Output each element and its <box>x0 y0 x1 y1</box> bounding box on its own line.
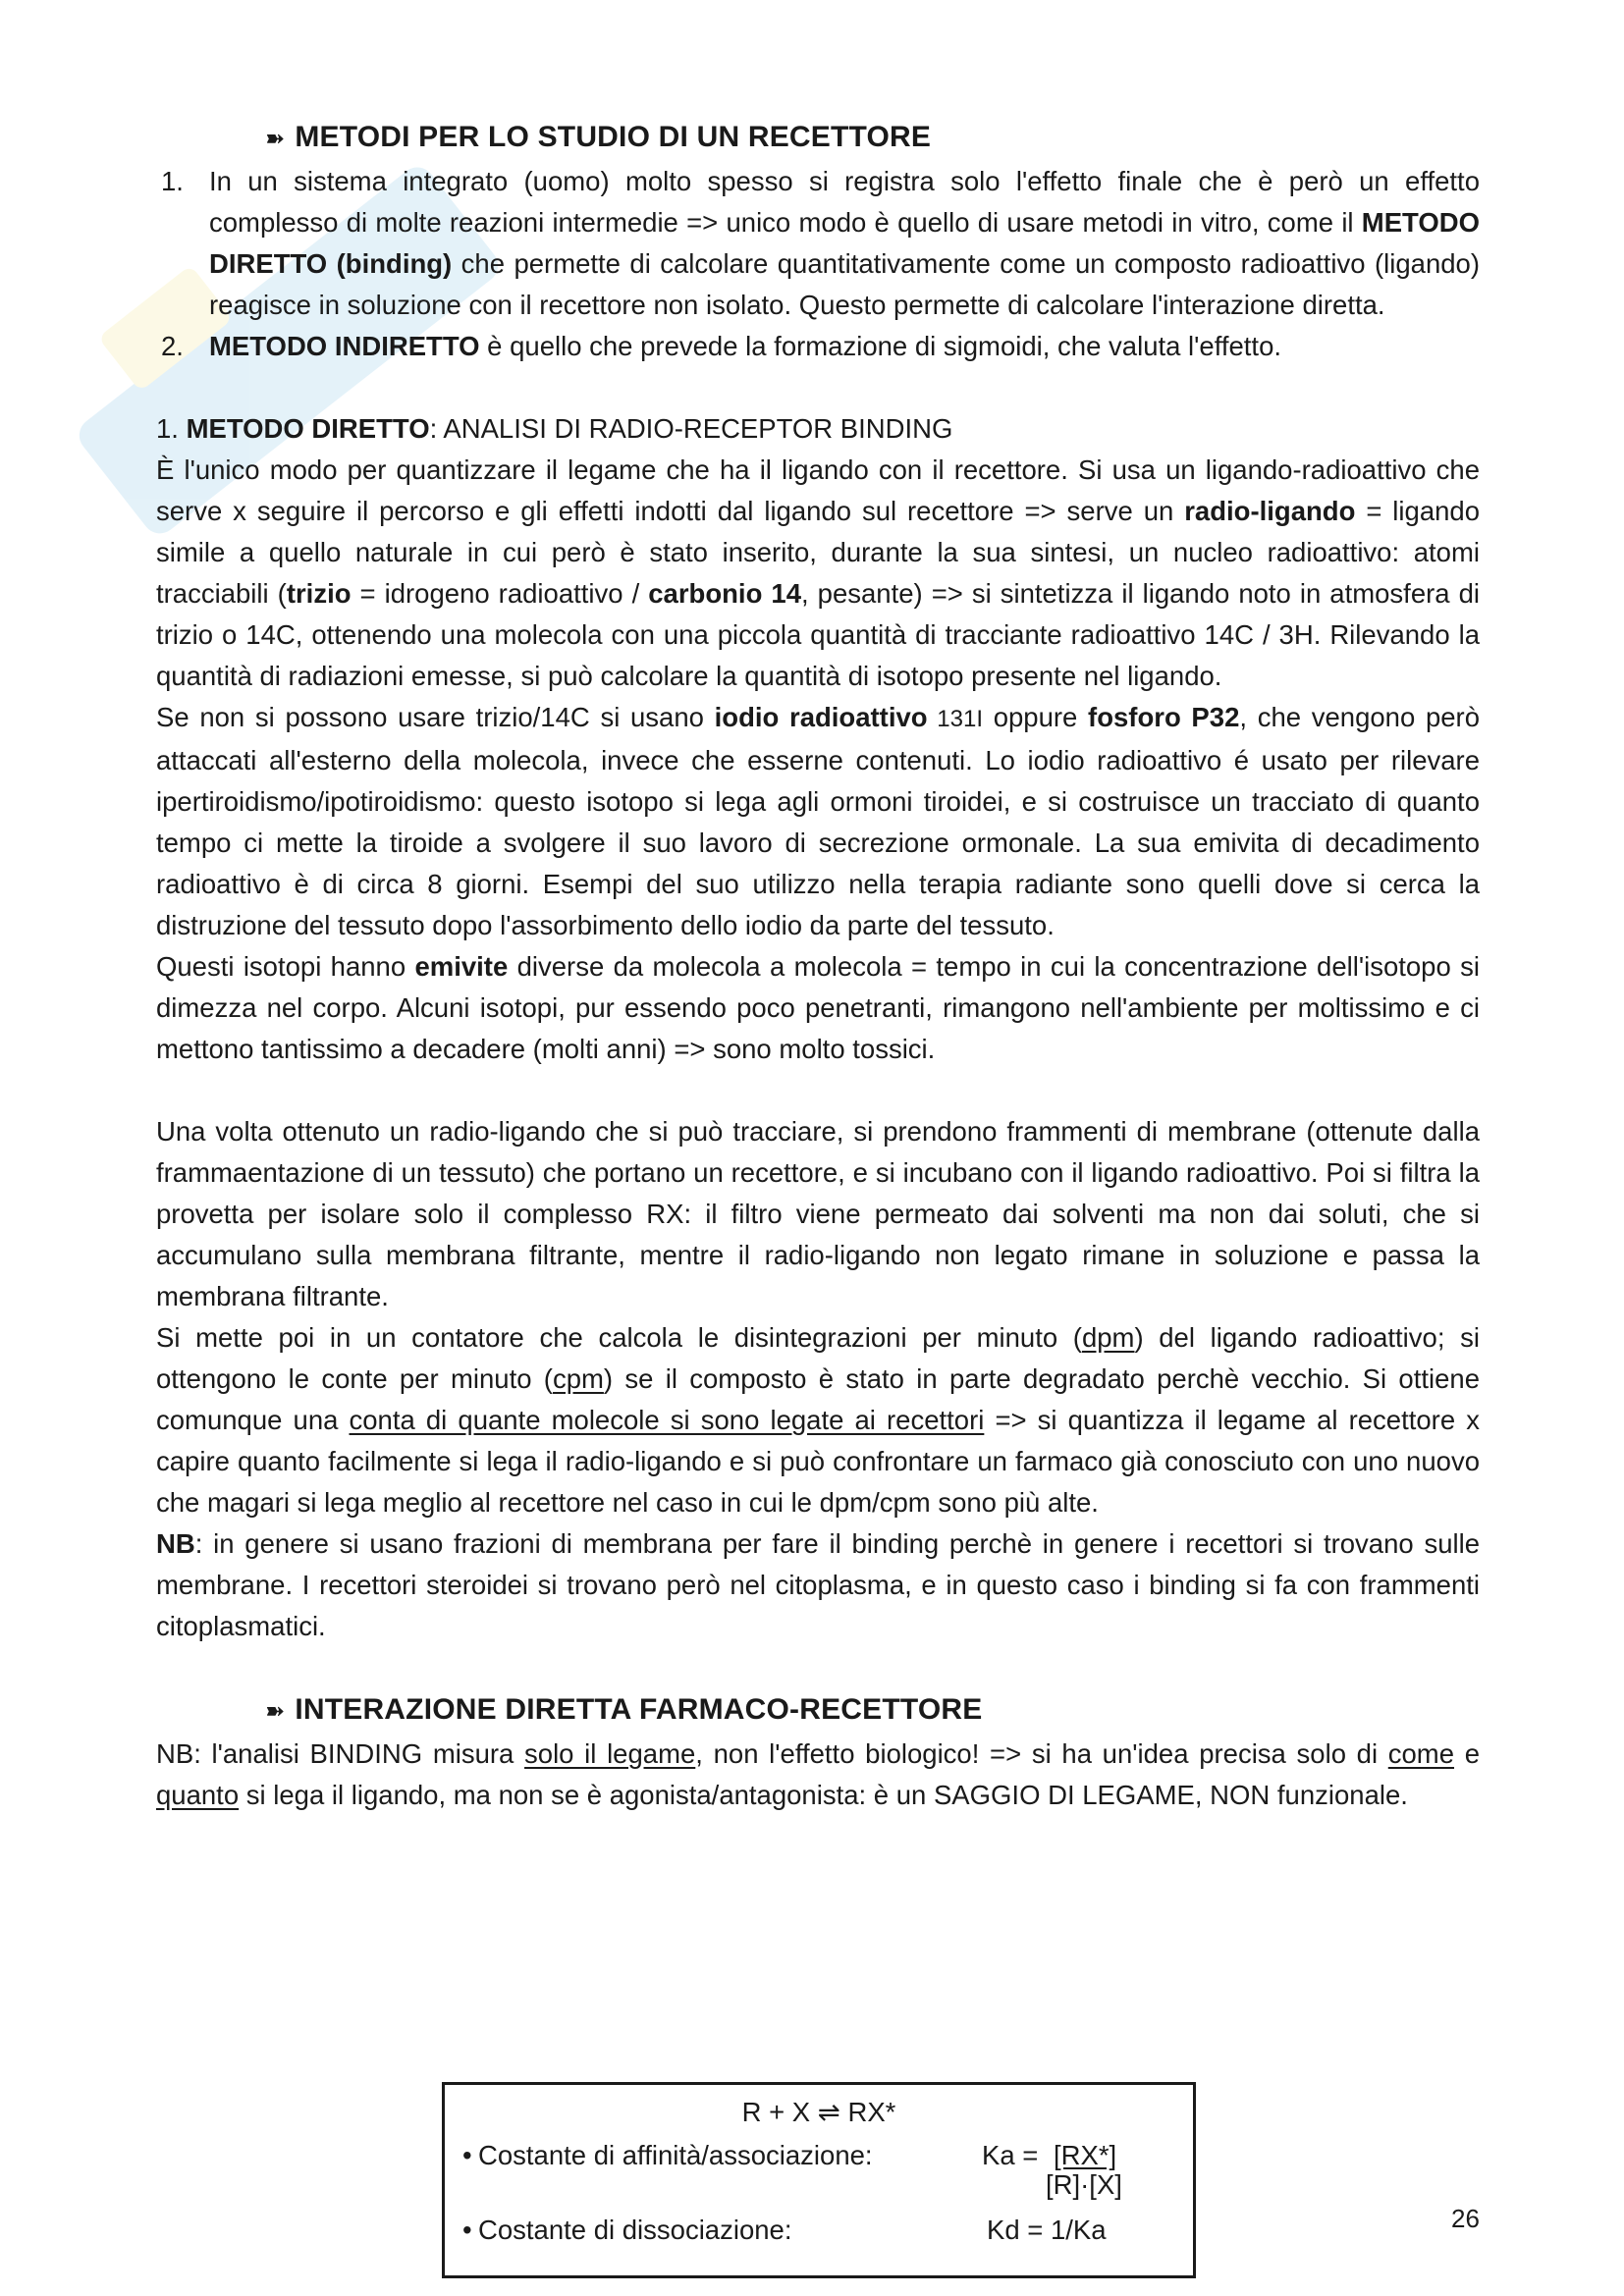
paragraph: NB: l'analisi BINDING misura solo il legame, non l'effetto biologico! => si ha un'idea precisa solo di come e quanto si lega il ligando, ma non se è agonista/antagonista: è un SAGGIO DI LEGAME, NON funzionale. <box>156 1738 1480 1810</box>
kd-expression: Kd = 1/Ka <box>987 2215 1107 2245</box>
paragraph: Si mette poi in un contatore che calcola le disintegrazioni per minuto (dpm) del ligando radioattivo; si ottengono le conte per minuto (cpm) se il composto è stato in parte degradato perchè vecchio. Si ottiene comunque una conta di quante molecole si sono legate ai recettori => si quantizza il legame al recettore x capire quanto facilmente si lega il radio-ligando e si può confrontare un farmaco già conosciuto con uno nuovo che magari si lega meglio al recettore nel caso in cui le dpm/cpm sono più alte. <box>156 1322 1481 1518</box>
paragraph: Se non si possono usare trizio/14C si usano iodio radioattivo 131I oppure fosforo P32, che vengono però attaccati all'esterno della molecola, invece che esserne contenuti. Lo iodio radioattivo é usato per rilevare ipertiroidismo/ipotiroidismo: questo isotopo si lega agli ormoni tiroidei, e si costruisce un tracciato di quanto tempo ci mette la tiroide a svolgere il suo lavoro di secrezione ormonale. La sua emivita di decadimento radioattivo è di circa 8 giorni. Esempi del suo utilizzo nella terapia radiante sono quelli dove si cerca la distruzione del tessuto dopo l'assorbimento dello iodio da parte del tessuto. <box>156 702 1480 940</box>
equilibrium-equation: R + X ⇌ RX* <box>741 2097 896 2127</box>
page-content <box>156 116 1480 1816</box>
ka-label: Costante di affinità/associazione: <box>478 2140 873 2170</box>
bullet-icon: • <box>462 2215 472 2245</box>
ka-numerator: [RX*] <box>1054 2140 1117 2170</box>
arrow-bullet-icon: ➽ <box>265 126 286 152</box>
paragraph: Una volta ottenuto un radio-ligando che si può tracciare, si prendono frammenti di membrane (ottenute dalla frammaentazione di un tessuto) che portano un recettore, e si incubano con il ligando radioattivo. Poi si filtra la provetta per isolare solo il complesso RX: il filtro viene permeato dai solventi ma non dai soluti, che si accumulano sulla membrana filtrante, mentre il radio-ligando non legato rimane in soluzione e passa la membrana filtrante. <box>156 1116 1480 1311</box>
kd-label: Costante di dissociazione: <box>478 2215 792 2245</box>
paragraph: NB: in genere si usano frazioni di membrana per fare il binding perchè in genere i recettori si trovano sulle membrane. I recettori steroidei si trovano però nel citoplasma, e in questo caso i binding si fa con frammenti citoplasmatici. <box>156 1528 1480 1641</box>
list-item: 2. METODO INDIRETTO è quello che prevede la formazione di sigmoidi, che valuta l'effetto. <box>161 331 1282 361</box>
arrow-bullet-icon: ➽ <box>265 1698 286 1725</box>
section-title-metodi: ➽ METODI PER LO STUDIO DI UN RECETTORE <box>265 121 932 153</box>
ka-denominator: [R]·[X] <box>1046 2169 1122 2200</box>
formula-box <box>442 2082 1196 2278</box>
paragraph: È l'unico modo per quantizzare il legame che ha il ligando con il recettore. Si usa un ligando-radioattivo che serve x seguire il percorso e gli effetti indotti dal ligando sul recettore => serve un radio-ligando = ligando simile a quello naturale in cui però è stato inserito, durante la sua sintesi, un nucleo radioattivo: atomi tracciabili (trizio = idrogeno radioattivo / carbonio 14, pesante) => si sintetizza il ligando noto in atmosfera di trizio o 14C, ottenendo una molecola con una piccola quantità di tracciante radioattivo 14C / 3H. Rilevando la quantità di radiazioni emesse, si può calcolare la quantità di isotopo presente nel ligando. <box>156 454 1480 691</box>
subsection-heading-direct: 1. METODO DIRETTO: ANALISI DI RADIO-RECEPTOR BINDING <box>156 413 953 444</box>
bullet-icon: • <box>462 2140 472 2170</box>
section-title-interazione: ➽ INTERAZIONE DIRETTA FARMACO-RECETTORE <box>265 1693 983 1726</box>
page-number: 26 <box>1451 2204 1480 2233</box>
methods-list <box>156 161 1480 367</box>
list-item: 1. In un sistema integrato (uomo) molto spesso si registra solo l'effetto finale che è però un effetto complesso di molte reazioni intermedie => unico modo è quello di usare metodi in vitro, come il METODO DIRETTO (binding) che permette di calcolare quantitativamente come un composto radioattivo (ligando) reagisce in soluzione con il recettore non isolato. Questo permette di calcolare l'interazione diretta. <box>161 166 1480 320</box>
ka-lhs: Ka = <box>982 2140 1039 2170</box>
paragraph: Questi isotopi hanno emivite diverse da molecola a molecola = tempo in cui la concentrazione dell'isotopo si dimezza nel corpo. Alcuni isotopi, pur essendo poco penetranti, rimangono nell'ambiente per moltissimo e ci mettono tantissimo a decadere (molti anni) => sono molto tossici. <box>156 951 1480 1064</box>
